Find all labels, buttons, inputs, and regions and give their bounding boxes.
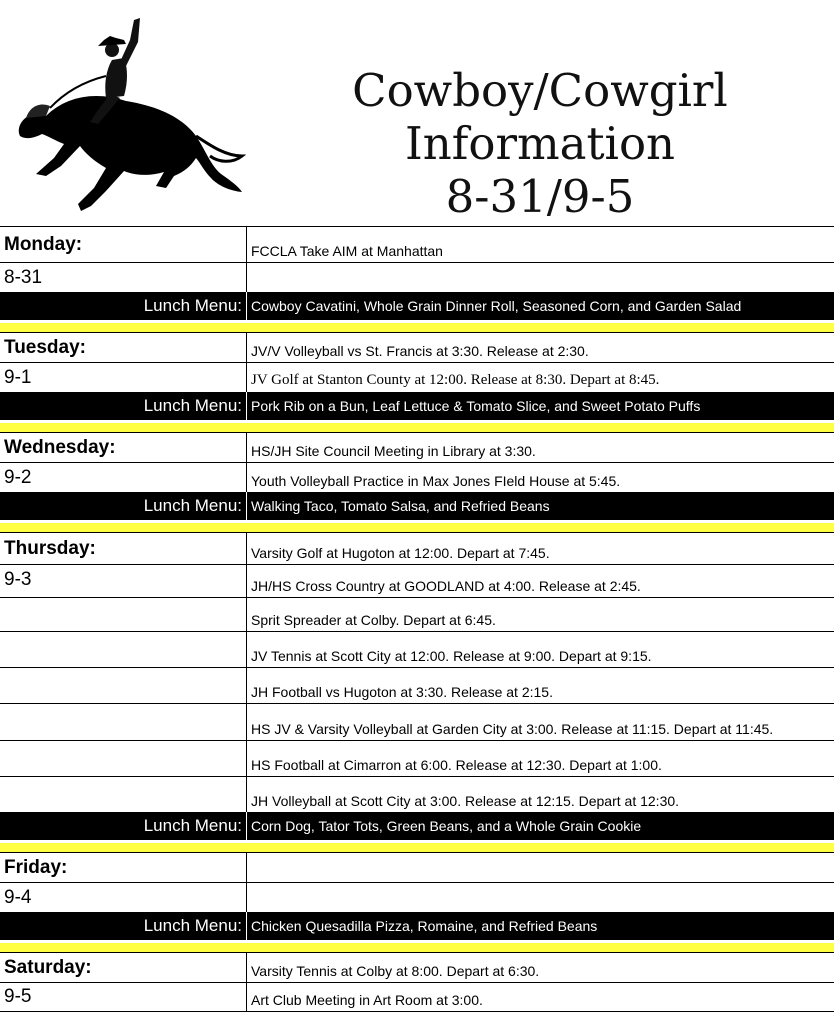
bronc-rider-icon [6,6,246,216]
lunch-menu-label: Lunch Menu: [0,812,247,840]
yellow-divider [0,940,834,952]
title-line-2: Information [404,117,676,170]
schedule-grid [0,226,834,1012]
lunch-menu-text: Corn Dog, Tator Tots, Green Beans, and a Whole Grain Cookie [251,818,642,834]
day-label: Friday: [0,853,247,882]
event-text: JV Golf at Stanton County at 12:00. Release at 8:30. Depart at 8:45. [251,372,660,388]
wednesday-row-1 [0,432,834,462]
lunch-menu-text: Cowboy Cavatini, Whole Grain Dinner Roll, Seasoned Corn, and Garden Salad [251,298,742,314]
thursday-row-7 [0,740,834,776]
event-text: Sprit Spreader at Colby. Depart at 6:45. [251,612,496,628]
date-label: 9-5 [0,983,247,1011]
lunch-menu-label: Lunch Menu: [0,292,247,320]
saturday-row-2 [0,982,834,1012]
empty-cell [0,741,247,776]
day-label: Monday: [0,227,247,262]
lunch-menu-text: Chicken Quesadilla Pizza, Romaine, and Refried Beans [251,918,598,934]
empty-cell [0,598,247,631]
lunch-menu-bar [0,492,834,520]
saturday-row-1 [0,952,834,982]
lunch-menu-bar [0,292,834,320]
event-text [247,853,834,882]
day-label: Saturday: [0,953,247,982]
event-text [247,883,834,912]
lunch-menu-bar [0,392,834,420]
event-text: HS Football at Cimarron at 6:00. Release at 12:30. Depart at 1:00. [251,757,662,773]
event-text: JH/HS Cross Country at GOODLAND at 4:00. Release at 2:45. [251,578,641,594]
day-label: Tuesday: [0,333,247,362]
event-text: JV/V Volleyball vs St. Francis at 3:30. Release at 2:30. [251,343,589,359]
empty-cell [0,668,247,703]
day-label: Thursday: [0,533,247,564]
empty-cell [0,777,247,812]
date-label: 9-4 [0,883,247,912]
lunch-menu-bar [0,912,834,940]
tuesday-row-1 [0,332,834,362]
empty-cell [0,704,247,740]
yellow-divider [0,840,834,852]
event-text: HS/JH Site Council Meeting in Library at 3:30. [251,443,536,459]
monday-row-1 [0,226,834,262]
event-text: FCCLA Take AIM at Manhattan [251,243,443,259]
lunch-menu-text: Pork Rib on a Bun, Leaf Lettuce & Tomato Slice, and Sweet Potato Puffs [251,398,701,414]
lunch-menu-bar [0,812,834,840]
date-label: 8-31 [0,263,247,292]
thursday-row-4 [0,631,834,667]
event-text: JV Tennis at Scott City at 12:00. Release at 9:00. Depart at 9:15. [251,648,652,664]
date-label: 9-1 [0,363,247,392]
monday-row-2 [0,262,834,292]
day-label: Wednesday: [0,433,247,462]
date-label: 9-2 [0,463,247,492]
thursday-row-6 [0,703,834,740]
event-text: Varsity Golf at Hugoton at 12:00. Depart at 7:45. [251,545,550,561]
yellow-divider [0,520,834,532]
lunch-menu-label: Lunch Menu: [0,912,247,940]
event-text: Youth Volleyball Practice in Max Jones FIeld House at 5:45. [251,473,621,489]
event-text [247,263,834,292]
thursday-row-2 [0,564,834,597]
friday-row-1 [0,852,834,882]
lunch-menu-text: Walking Taco, Tomato Salsa, and Refried Beans [251,498,550,514]
event-text: JH Volleyball at Scott City at 3:00. Release at 12:15. Depart at 12:30. [251,793,680,809]
friday-row-2 [0,882,834,912]
event-text: HS JV & Varsity Volleyball at Garden City at 3:00. Release at 11:15. Depart at 11:45. [251,721,774,737]
thursday-row-1 [0,532,834,564]
event-text: Varsity Tennis at Colby at 8:00. Depart at 6:30. [251,963,540,979]
header [0,0,834,226]
yellow-divider [0,420,834,432]
date-label: 9-3 [0,565,247,597]
title-line-3: 8-31/9-5 [445,170,635,223]
wednesday-row-2 [0,462,834,492]
yellow-divider [0,320,834,332]
page-title [340,64,740,223]
title-line-1: Cowboy/Cowgirl [352,64,728,117]
lunch-menu-label: Lunch Menu: [0,492,247,520]
event-text: Art Club Meeting in Art Room at 3:00. [251,992,483,1008]
lunch-menu-label: Lunch Menu: [0,392,247,420]
empty-cell [0,632,247,667]
event-text: JH Football vs Hugoton at 3:30. Release at 2:15. [251,684,553,700]
thursday-row-5 [0,667,834,703]
thursday-row-3 [0,597,834,631]
tuesday-row-2 [0,362,834,392]
thursday-row-8 [0,776,834,812]
